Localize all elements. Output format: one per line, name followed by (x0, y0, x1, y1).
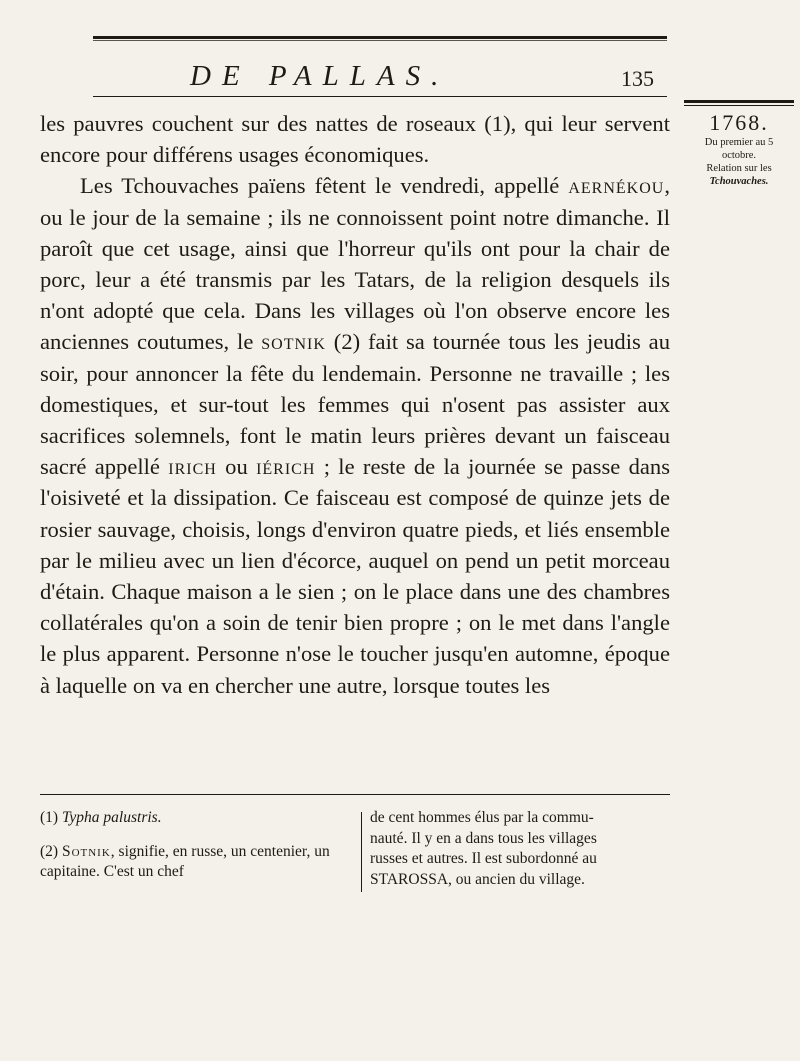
footnote-1 (40, 808, 350, 829)
page-number: 135 (621, 66, 654, 91)
margin-date-line2: octobre. (721, 150, 757, 161)
paragraph-1-text: les pauvres couchent sur des nattes de roseaux (1), qui leur servent encore pour différens usages économiques. (40, 111, 670, 168)
paragraph-2-text-a: Les Tchouvaches païens fêtent le vendredi, appellé (80, 173, 569, 199)
paragraph-2 (40, 170, 670, 700)
margin-note (684, 100, 794, 188)
top-rule (93, 36, 667, 39)
footnotes-left-column (40, 808, 350, 896)
footnote-1-number: (1) (40, 809, 59, 826)
term-sotnik: sotnik (261, 329, 326, 355)
footnote-rule (40, 794, 670, 795)
footnote-2-continued-line: russes et autres. Il est subordonné au (370, 850, 597, 867)
margin-subject-line2: Tchouvaches. (709, 176, 769, 187)
body-text (40, 108, 670, 701)
term-irich: irich (168, 454, 217, 480)
running-title: DE PALLAS. (190, 60, 450, 92)
paragraph-2-text-e: ; le reste de la journée se passe dans l'oisiveté et la dissipation. Ce faisceau est composé de quinze jets de rosier sauvage, choisis, longs d'environ quatre pieds, et liés ensemble par le milieu avec un lien d'écorce, auquel on pend un petit morceau d'étain. Chaque maison a le sien ; on le place dans une des chambres collatérales qu'on a soin de tenir bien propre ; on le met dans l'angle le plus apparent. Personne n'ose le toucher jusqu'en automne, époque à laquelle on va en chercher une autre, lorsque toutes les (40, 454, 671, 698)
top-rule-thin (93, 40, 667, 41)
margin-rule-thin (684, 105, 794, 106)
margin-subject-line1: Relation sur les (706, 163, 772, 174)
footnote-column-divider (361, 812, 362, 892)
paragraph-2-text-d: ou (216, 454, 257, 480)
header-rule (93, 96, 667, 97)
footnote-1-text: Typha palustris. (61, 809, 162, 826)
footnote-2-term: Sotnik (61, 842, 111, 860)
term-ierich: iérich (256, 454, 316, 480)
margin-year: 1768. (709, 110, 769, 135)
paragraph-2-text-c: (2) fait sa tournée tous les jeudis au soir, pour annoncer la fête du lendemain. Personne ne travaille ; les domestiques, et sur-tout les femmes qui n'osent pas assister aux sacrifices solemnels, font le matin leurs prières devant un faisceau sacré appellé (40, 329, 670, 480)
footnote-2-continued-line: nauté. Il y en a dans tous les villages (370, 829, 597, 847)
margin-rule (684, 100, 794, 103)
paragraph-1 (40, 108, 670, 170)
footnotes-right-column (370, 808, 670, 890)
footnote-2-number: (2) (40, 842, 59, 860)
paragraph-2-text-b: , ou le jour de la semaine ; ils ne connoissent point notre dimanche. Il paroît que cet usage, ainsi que l'horreur qu'ils ont pour la chair de porc, leur a été transmis par les Tatars, de la religion desquels ils n'ont adopté que cela. Dans les villages où l'on observe encore les anciennes coutumes, le (40, 173, 670, 355)
footnote-2-continued-line: STAROSSA, ou ancien du village. (370, 870, 585, 888)
footnote-2-text: , signifie, en russe, un centenier, un capitaine. C'est un chef (40, 842, 330, 880)
footnote-2 (40, 842, 350, 883)
term-aernekou: aernékou (568, 173, 665, 199)
footnote-2-continued-line: de cent hommes élus par la commu- (370, 809, 594, 826)
margin-date-line1: Du premier au 5 (704, 137, 774, 148)
